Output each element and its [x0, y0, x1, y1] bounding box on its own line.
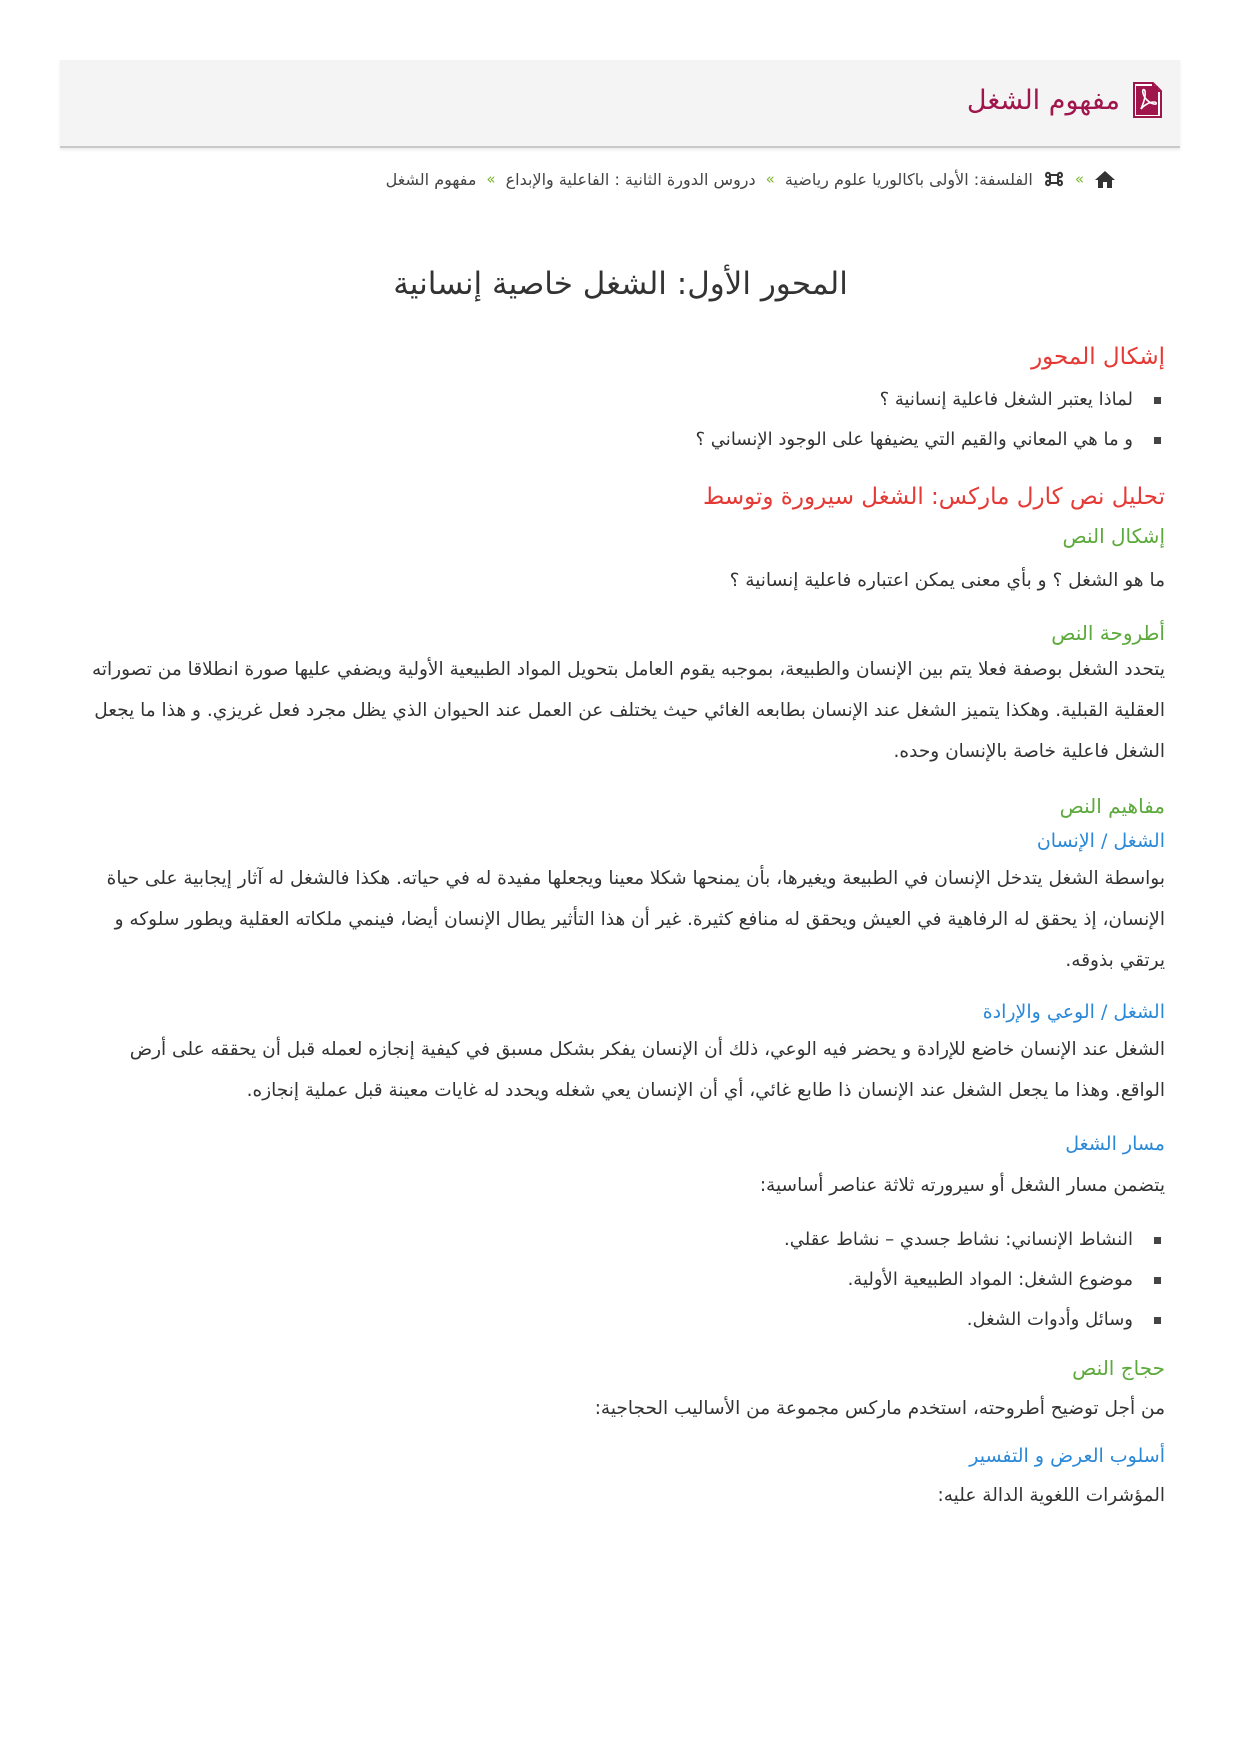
arguments-intro: من أجل توضيح أطروحته، استخدم ماركس مجموعة من الأساليب الحجاجية: — [594, 1398, 1165, 1419]
bullet-square-icon — [1154, 397, 1161, 404]
command-icon[interactable] — [1043, 168, 1065, 190]
text-problem: ما هو الشغل ؟ و بأي معنى يمكن اعتباره فاعلية إنسانية ؟ — [729, 570, 1165, 591]
bullet-square-icon — [1154, 1237, 1161, 1244]
concepts-heading: مفاهيم النص — [1059, 794, 1165, 818]
path-list — [75, 1220, 1165, 1340]
axis-problem-heading: إشكال المحور — [1031, 344, 1165, 370]
text-problem-heading: إشكال النص — [1062, 524, 1165, 548]
concept2-heading: الشغل / الوعي والإرادة — [982, 1001, 1165, 1023]
concept1-paragraph: بواسطة الشغل يتدخل الإنسان في الطبيعة ويغيرها، بأن يمنحها شكلا معينا ويجعلها مفيدة له في حياته. هكذا فالشغل له آثار إيجابية على حياة الإنسان، إذ يحقق له الرفاهية في العيش ويحقق له منافع كثيرة. غير أن هذا التأثير يطال الإنسان أيضا، فينمي ملكاته العقلية ويطور سلوكه و يرتقي بذوقه. — [106, 868, 1165, 971]
path-heading: مسار الشغل — [1065, 1133, 1165, 1155]
breadcrumb-separator: » — [765, 170, 775, 188]
list-item: و ما هي المعاني والقيم التي يضيفها على الوجود الإنساني ؟ — [75, 420, 1165, 460]
pdf-icon[interactable] — [1132, 82, 1162, 118]
path-intro: يتضمن مسار الشغل أو سيرورته ثلاثة عناصر أساسية: — [759, 1175, 1165, 1196]
breadcrumb-item-lessons[interactable]: دروس الدورة الثانية : الفاعلية والإبداع — [505, 169, 756, 189]
home-icon[interactable] — [1094, 169, 1116, 189]
list-item: وسائل وأدوات الشغل. — [75, 1300, 1165, 1340]
article-content — [75, 344, 1165, 1516]
header-inner — [967, 82, 1162, 118]
list-item: النشاط الإنساني: نشاط جسدي – نشاط عقلي. — [75, 1220, 1165, 1260]
style-heading: أسلوب العرض و التفسير — [969, 1445, 1165, 1467]
bullet-square-icon — [1154, 1317, 1161, 1324]
axis-problem-list — [75, 380, 1165, 460]
concept1-heading: الشغل / الإنسان — [1036, 830, 1165, 852]
analysis-heading: تحليل نص كارل ماركس: الشغل سيرورة وتوسط — [703, 484, 1165, 510]
breadcrumb — [386, 168, 1116, 190]
breadcrumb-separator: » — [1074, 170, 1084, 188]
style-intro: المؤشرات اللغوية الدالة عليه: — [937, 1485, 1165, 1506]
breadcrumb-separator: » — [486, 170, 496, 188]
thesis-heading: أطروحة النص — [1051, 621, 1165, 645]
bullet-square-icon — [1154, 437, 1161, 444]
arguments-heading: حجاج النص — [1072, 1356, 1165, 1380]
thesis-paragraph: يتحدد الشغل بوصفة فعلا يتم بين الإنسان والطبيعة، بموجبه يقوم العامل بتحويل المواد الطبيعية الأولية ويضفي عليها صورة انطلاقا من تصوراته العقلية القبلية. وهكذا يتميز الشغل عند الإنسان بطابعه الغائي حيث يختلف عن العمل عند الحيوان الذي يظل مجرد فعل غريزي. و هذا ما يجعل الشغل فاعلية خاصة بالإنسان وحده. — [91, 659, 1165, 762]
bullet-square-icon — [1154, 1277, 1161, 1284]
breadcrumb-item-subject[interactable]: الفلسفة: الأولى باكالوريا علوم رياضية — [784, 169, 1033, 189]
page-header — [60, 60, 1180, 148]
breadcrumb-item-current: مفهوم الشغل — [385, 169, 477, 189]
list-item: موضوع الشغل: المواد الطبيعية الأولية. — [75, 1260, 1165, 1300]
page-title: المحور الأول: الشغل خاصية إنسانية — [393, 266, 848, 302]
list-item: لماذا يعتبر الشغل فاعلية إنسانية ؟ — [75, 380, 1165, 420]
concept2-paragraph: الشغل عند الإنسان خاضع للإرادة و يحضر فيه الوعي، ذلك أن الإنسان يفكر بشكل مسبق في كيفية إنجازه لعمله قبل أن يحققه على أرض الواقع. وهذا ما يجعل الشغل عند الإنسان ذا طابع غائي، أي أن الإنسان يعي شغله ويحدد له غايات معينة قبل عملية إنجازه. — [129, 1039, 1165, 1101]
page-header-title: مفهوم الشغل — [966, 84, 1120, 116]
